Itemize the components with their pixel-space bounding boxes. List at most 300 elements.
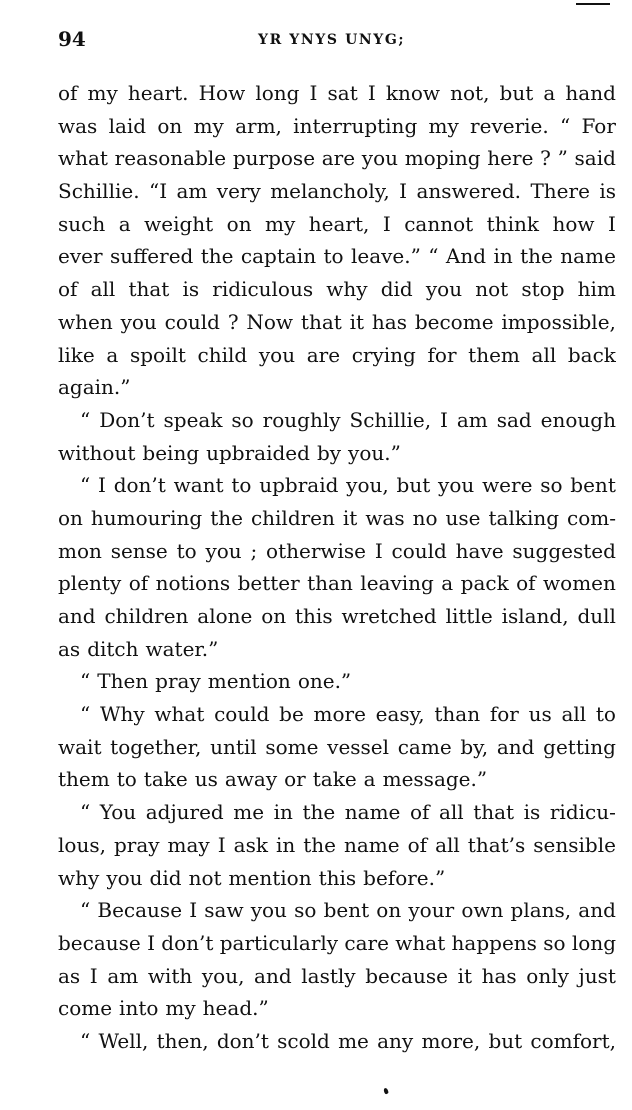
text-word: wait: [58, 734, 102, 759]
text-word: it: [457, 963, 472, 988]
text-word: notions: [155, 571, 231, 596]
text-word: I: [374, 538, 383, 563]
text-line: [58, 829, 616, 862]
text-word: without: [58, 440, 136, 465]
text-word: a: [363, 767, 376, 792]
text-word: again.”: [58, 375, 131, 400]
text-word: “: [80, 1028, 91, 1053]
text-word: ever: [58, 244, 103, 269]
text-line: [58, 110, 616, 143]
text-line: [58, 77, 616, 110]
text-word: upbraid: [259, 473, 339, 498]
text-word: only: [526, 963, 569, 988]
text-word: don’t: [113, 473, 166, 498]
text-word: don’t: [161, 930, 214, 955]
text-word: I: [98, 473, 106, 498]
text-word: us: [528, 702, 552, 727]
text-line: [58, 306, 616, 339]
text-word: I: [607, 211, 616, 236]
text-word: answered.: [416, 179, 522, 204]
text-word: dull: [577, 604, 616, 628]
text-word: care: [344, 930, 389, 955]
text-word: how: [552, 211, 595, 236]
text-word: child: [197, 342, 248, 367]
text-word: it: [342, 505, 358, 530]
text-word: you: [361, 146, 398, 171]
text-word: “: [80, 407, 91, 432]
page-header: [58, 26, 614, 56]
text-word: alone: [197, 604, 253, 628]
text-word: by: [316, 440, 342, 465]
text-word: com-: [567, 505, 616, 530]
text-word: not: [475, 277, 509, 302]
text-word: pray: [113, 832, 160, 857]
text-word: heart.: [127, 81, 189, 105]
text-word: name: [344, 832, 400, 857]
text-word: one.”: [297, 669, 352, 694]
text-word: my: [193, 113, 224, 138]
text-word: so: [231, 407, 254, 432]
text-word: it: [349, 309, 365, 334]
text-word: said: [574, 146, 616, 171]
text-word: then,: [156, 1028, 209, 1053]
text-line: [58, 502, 616, 535]
text-word: name: [344, 800, 401, 825]
text-word: Don’t: [99, 407, 155, 432]
text-word: them: [468, 342, 520, 367]
text-word: roughly: [262, 407, 341, 432]
text-word: that’s: [467, 832, 526, 857]
text-word: has: [481, 963, 517, 988]
text-word: come: [58, 996, 113, 1021]
text-word: For: [581, 113, 616, 138]
ink-speck: [383, 1087, 389, 1094]
text-word: could: [214, 702, 270, 727]
text-word: to: [176, 538, 197, 563]
text-word: to: [116, 767, 137, 792]
text-word: island,: [501, 604, 569, 628]
text-word: ”: [557, 146, 568, 171]
text-word: “: [80, 800, 91, 825]
text-line: [58, 698, 616, 731]
text-word: stop: [521, 277, 565, 302]
text-word: sense: [110, 538, 168, 563]
text-word: and: [254, 963, 292, 988]
text-word: reasonable: [114, 146, 227, 171]
text-word: know: [385, 81, 441, 105]
text-line: [58, 437, 616, 470]
text-word: women: [543, 571, 616, 596]
text-word: in: [273, 800, 293, 825]
text-word: lastly: [301, 963, 356, 988]
text-word: weight: [144, 211, 214, 236]
text-word: more: [313, 702, 366, 727]
text-word: why: [326, 277, 368, 302]
text-word: plenty: [58, 571, 122, 596]
text-word: more,: [421, 1028, 481, 1053]
text-word: impossible,: [501, 309, 616, 334]
text-word: before.”: [363, 865, 446, 890]
text-word: in: [493, 244, 513, 269]
text-word: don’t: [216, 1028, 269, 1053]
text-word: all: [90, 277, 116, 302]
text-word: own: [461, 898, 504, 923]
text-word: some: [265, 734, 319, 759]
text-word: getting: [543, 734, 616, 759]
text-word: think: [486, 211, 539, 236]
text-word: you.”: [348, 440, 401, 465]
text-line: [58, 208, 616, 241]
text-word: why: [58, 865, 100, 890]
text-word: crying: [351, 342, 416, 367]
text-word: head.”: [202, 996, 269, 1021]
text-word: not,: [450, 81, 490, 105]
text-word: my: [87, 81, 118, 105]
text-word: There: [530, 179, 590, 204]
text-word: are: [306, 342, 341, 367]
text-word: to: [323, 244, 344, 269]
text-word: ridicu-: [549, 800, 616, 825]
text-word: easy,: [375, 702, 425, 727]
text-word: into: [119, 996, 159, 1021]
text-word: particularly: [219, 930, 339, 955]
text-word: have: [455, 538, 504, 563]
text-word: for: [427, 342, 457, 367]
text-word: ?: [540, 146, 551, 171]
text-word: of: [128, 571, 149, 596]
text-word: I: [89, 963, 98, 988]
text-word: the: [303, 832, 336, 857]
text-line: [58, 371, 616, 404]
text-word: so: [543, 930, 566, 955]
text-word: in: [275, 832, 296, 857]
text-word: long: [255, 81, 300, 105]
text-word: my: [428, 113, 459, 138]
running-title: YR YNYS UNYG;: [258, 32, 406, 48]
text-word: on: [157, 113, 183, 138]
text-word: water.”: [145, 636, 219, 661]
text-word: were: [482, 473, 533, 498]
text-word: ridiculous: [212, 277, 314, 302]
text-word: this: [318, 865, 357, 890]
text-word: has: [371, 309, 407, 334]
text-word: pray: [155, 669, 201, 694]
text-word: adjured: [145, 800, 224, 825]
text-word: a: [543, 81, 556, 105]
text-word: suggested: [512, 538, 616, 563]
text-line: [58, 960, 616, 993]
text-line: [58, 469, 616, 502]
text-word: a: [441, 571, 454, 596]
text-line: [58, 894, 616, 927]
text-word: you: [425, 277, 463, 302]
text-word: hand: [565, 81, 616, 105]
text-line: [58, 992, 616, 1025]
text-line: [58, 600, 616, 633]
text-word: on: [226, 211, 252, 236]
text-word: that: [128, 277, 170, 302]
text-word: being: [142, 440, 200, 465]
text-word: I: [399, 179, 408, 204]
text-word: reverie.: [470, 113, 549, 138]
text-line: [58, 142, 616, 175]
text-word: may: [167, 832, 210, 857]
text-word: but: [396, 473, 431, 498]
text-word: comfort,: [530, 1028, 616, 1053]
text-word: that: [300, 309, 342, 334]
text-word: mon: [58, 538, 102, 563]
text-word: sat: [327, 81, 358, 105]
text-word: “: [80, 702, 91, 727]
text-word: what: [58, 146, 108, 171]
text-word: otherwise: [266, 538, 367, 563]
text-word: humouring: [90, 505, 203, 530]
text-word: Schillie.: [58, 179, 140, 204]
text-word: him: [577, 277, 616, 302]
text-word: is: [182, 277, 200, 302]
text-word: was: [58, 113, 98, 138]
text-word: I: [147, 930, 155, 955]
text-word: and: [578, 898, 616, 923]
text-word: better: [237, 571, 300, 596]
text-word: back: [567, 342, 616, 367]
text-word: so: [540, 473, 563, 498]
text-word: you,: [201, 963, 245, 988]
text-word: as: [58, 963, 81, 988]
text-word: wretched: [341, 604, 437, 628]
text-word: How: [198, 81, 246, 105]
text-word: moping: [404, 146, 481, 171]
text-word: mention: [228, 865, 312, 890]
text-word: use: [445, 505, 481, 530]
text-line: [58, 240, 616, 273]
text-word: me: [338, 1028, 369, 1053]
text-word: but: [488, 1028, 523, 1053]
text-word: melancholy,: [270, 179, 390, 204]
text-word: pack: [460, 571, 509, 596]
text-word: saw: [204, 898, 244, 923]
text-word: I: [189, 898, 198, 923]
text-word: and: [58, 604, 96, 628]
text-word: of: [409, 800, 430, 825]
text-word: are: [321, 146, 356, 171]
text-word: because: [58, 930, 141, 955]
text-word: I: [309, 81, 318, 105]
text-word: when: [58, 309, 113, 334]
text-line: [58, 273, 616, 306]
text-word: heart,: [308, 211, 370, 236]
page-number: 94: [58, 27, 86, 51]
text-word: very: [216, 179, 261, 204]
text-word: of: [58, 81, 78, 105]
text-word: you: [438, 473, 475, 498]
text-word: what: [395, 930, 446, 955]
text-word: me: [233, 800, 265, 825]
text-word: this: [295, 604, 333, 628]
text-word: arm,: [235, 113, 282, 138]
text-line: [58, 535, 616, 568]
text-word: interrupting: [293, 113, 418, 138]
text-word: of: [516, 571, 536, 596]
text-word: message.”: [382, 767, 488, 792]
text-word: all: [561, 702, 587, 727]
text-word: to: [231, 473, 252, 498]
text-word: ?: [227, 309, 239, 334]
text-word: a: [106, 342, 119, 367]
text-word: be: [279, 702, 304, 727]
text-word: with: [147, 963, 193, 988]
text-word: spoilt: [129, 342, 186, 367]
text-word: came: [397, 734, 452, 759]
text-word: because: [365, 963, 448, 988]
text-word: until: [210, 734, 257, 759]
text-word: all: [438, 800, 464, 825]
text-word: than: [434, 702, 481, 727]
text-word: cannot: [404, 211, 474, 236]
text-word: my: [265, 211, 296, 236]
text-word: could: [164, 309, 220, 334]
text-word: no: [412, 505, 438, 530]
text-word: am: [176, 179, 208, 204]
text-word: did: [149, 865, 182, 890]
text-word: want: [173, 473, 224, 498]
text-line: [58, 404, 616, 437]
text-word: captain: [240, 244, 317, 269]
text-word: on: [58, 505, 83, 530]
text-word: on: [261, 604, 287, 628]
text-word: sad: [496, 407, 532, 432]
text-word: like: [58, 342, 95, 367]
text-word: my: [165, 996, 196, 1021]
text-word: a: [118, 211, 131, 236]
text-word: together,: [110, 734, 202, 759]
text-word: bent: [570, 473, 616, 498]
text-word: you: [120, 309, 157, 334]
text-word: your: [408, 898, 455, 923]
text-word: take: [312, 767, 357, 792]
text-word: suffered: [109, 244, 194, 269]
text-word: “: [80, 898, 91, 923]
text-word: mention: [207, 669, 291, 694]
text-word: ;: [250, 538, 258, 563]
text-word: any: [377, 1028, 414, 1053]
text-word: Now: [246, 309, 294, 334]
text-word: am: [107, 963, 139, 988]
text-word: I: [440, 407, 448, 432]
text-word: bent: [323, 898, 370, 923]
text-word: speak: [163, 407, 223, 432]
text-word: of: [407, 832, 428, 857]
text-word: “: [80, 669, 91, 694]
text-line: [58, 927, 616, 960]
text-word: you: [250, 898, 287, 923]
text-word: you: [205, 538, 242, 563]
text-word: become: [414, 309, 494, 334]
text-word: ditch: [87, 636, 139, 661]
text-word: all: [435, 832, 460, 857]
text-word: vessel: [327, 734, 390, 759]
text-word: children: [104, 604, 189, 628]
text-word: as: [58, 636, 81, 661]
text-word: plans,: [510, 898, 572, 923]
text-word: the: [520, 244, 553, 269]
text-word: I: [382, 211, 391, 236]
text-word: Then: [97, 669, 149, 694]
text-word: such: [58, 211, 106, 236]
text-word: so: [294, 898, 317, 923]
text-word: lous,: [58, 832, 106, 857]
text-word: “: [560, 113, 571, 138]
text-word: “I: [148, 179, 168, 204]
text-word: just: [578, 963, 616, 988]
text-word: Well,: [98, 1028, 149, 1053]
text-word: away: [224, 767, 278, 792]
text-word: of: [58, 277, 78, 302]
text-word: that: [473, 800, 515, 825]
text-word: You: [99, 800, 137, 825]
text-word: upbraided: [206, 440, 310, 465]
text-word: but: [499, 81, 534, 105]
text-word: was: [365, 505, 405, 530]
text-line: [58, 665, 616, 698]
text-word: the: [302, 800, 336, 825]
text-word: on: [376, 898, 402, 923]
text-word: by,: [460, 734, 489, 759]
text-word: could: [391, 538, 447, 563]
text-word: children: [250, 505, 335, 530]
text-word: is: [523, 800, 541, 825]
text-word: name: [560, 244, 616, 269]
text-word: enough: [540, 407, 616, 432]
text-word: not: [188, 865, 222, 890]
text-word: And: [445, 244, 487, 269]
text-word: I: [217, 832, 226, 857]
text-line: [58, 731, 616, 764]
text-word: laid: [108, 113, 147, 138]
text-word: the: [200, 244, 234, 269]
text-word: leaving: [360, 571, 434, 596]
text-line: [58, 1025, 616, 1058]
text-word: did: [380, 277, 413, 302]
text-line: [58, 633, 616, 666]
text-word: long: [571, 930, 616, 955]
text-word: happens: [451, 930, 537, 955]
text-word: is: [599, 179, 616, 204]
text-word: than: [307, 571, 353, 596]
text-word: Why: [99, 702, 145, 727]
text-word: and: [496, 734, 535, 759]
text-word: you: [258, 342, 296, 367]
text-word: us: [194, 767, 218, 792]
text-word: to: [595, 702, 616, 727]
text-word: I: [367, 81, 376, 105]
text-word: am: [456, 407, 488, 432]
text-word: you,: [346, 473, 389, 498]
text-word: or: [284, 767, 306, 792]
text-word: ask: [233, 832, 268, 857]
text-word: scold: [277, 1028, 330, 1053]
text-line: [58, 862, 616, 895]
text-word: purpose: [232, 146, 316, 171]
text-word: here: [487, 146, 534, 171]
text-word: little: [445, 604, 493, 628]
text-word: you: [106, 865, 143, 890]
text-word: Because: [97, 898, 183, 923]
text-line: [58, 796, 616, 829]
text-word: “: [428, 244, 439, 269]
text-line: [58, 763, 616, 796]
body-text: [58, 77, 616, 1058]
